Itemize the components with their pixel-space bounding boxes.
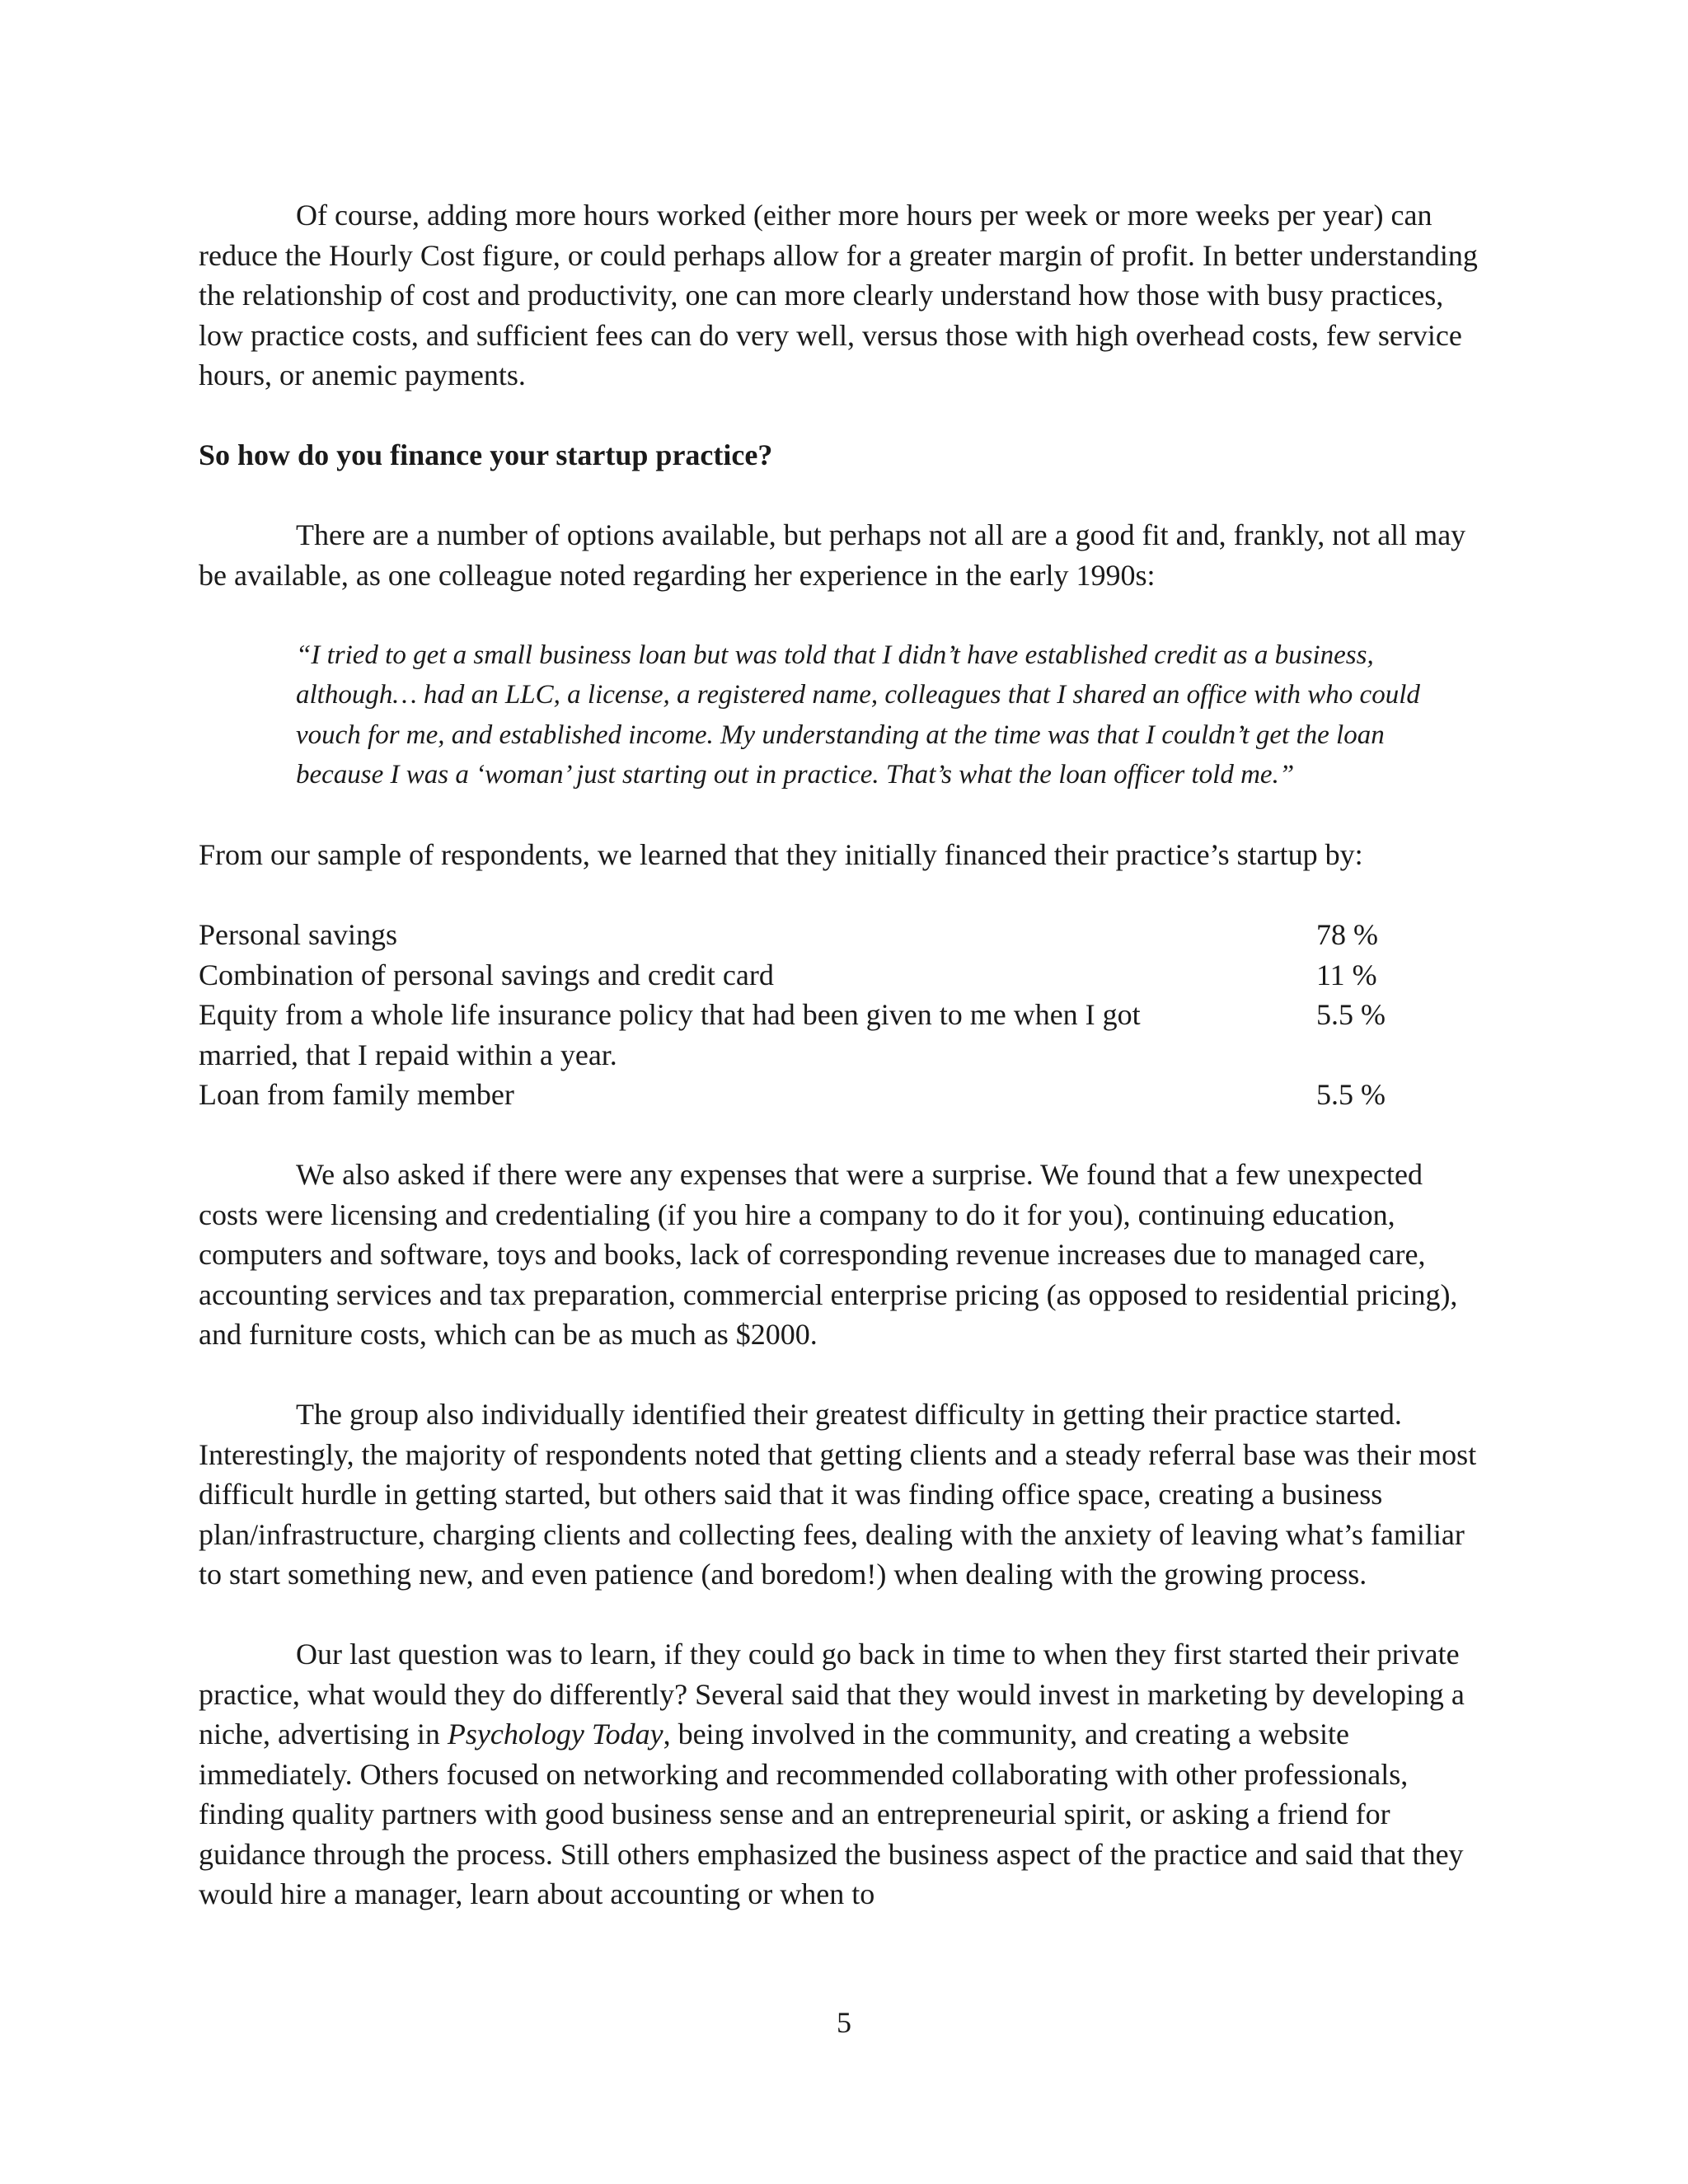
section-heading: So how do you finance your startup practice? — [199, 438, 773, 471]
financing-row — [199, 995, 1386, 1075]
paragraph-greatest-difficulty: The group also individually identified their greatest difficulty in getting their practice started. Interestingly, the majority of respondents noted that getting clients and a steady referral base was their most difficult hurdle in getting started, but others said that it was finding office space, creating a business plan/infrastructure, charging clients and collecting fees, dealing with the anxiety of leaving what’s familiar to start something new, and even patience (and boredom!) when dealing with the growing process. — [199, 1398, 1477, 1591]
financing-source: Combination of personal savings and credit card — [199, 958, 774, 991]
financing-percent: 11 % — [1316, 958, 1377, 991]
paragraph-do-differently — [199, 1634, 1484, 1915]
financing-percent: 5.5 % — [1316, 1078, 1386, 1111]
publication-title: Psychology Today — [447, 1718, 663, 1750]
paragraph-text: Our last question was to learn, if they could go back in time to when they first started their private practice, what would they do differently? Several said that they would invest in marketing by developing a niche, advertising in — [199, 1638, 1465, 1750]
financing-row — [199, 1075, 1386, 1115]
financing-table — [199, 915, 1386, 1115]
paragraph-text: , being involved in the community, and creating a website immediately. Others focused on networking and recommended collaborating with other professionals, finding quality partners with good business sense and an entrepreneurial spirit, or asking a friend for guidance through the process. Still others emphasized the business aspect of the practice and said that they would hire a manager, learn about accounting or when to — [199, 1718, 1464, 1910]
paragraph-surprise-expenses: We also asked if there were any expenses that were a surprise. We found that a few unexpected costs were licensing and credentialing (if you hire a company to do it for you), continuing education, computers and software, toys and books, lack of corresponding revenue increases due to managed care, accounting services and tax preparation, commercial enterprise pricing (as opposed to residential pricing), and furniture costs, which can be as much as $2000. — [199, 1158, 1458, 1351]
paragraph-lead-in: From our sample of respondents, we learned that they initially financed their practice’s startup by: — [199, 838, 1363, 871]
page-body — [199, 195, 1484, 1915]
colleague-quote: “I tried to get a small business loan but was told that I didn’t have established credit as a business, although… had an LLC, a license, a registered name, colleagues that I shared an office with who could vouch for me, and established income. My understanding at the time was that I couldn’t get the loan because I was a ‘woman’ just starting out in practice. That’s what the loan officer told me.” — [296, 640, 1420, 790]
page-number: 5 — [837, 2006, 851, 2039]
financing-percent: 78 % — [1316, 918, 1378, 951]
financing-source: Personal savings — [199, 918, 397, 951]
financing-source: Equity from a whole life insurance policy that had been given to me when I got married, that I repaid within a year. — [199, 998, 1141, 1071]
paragraph-hourly-cost: Of course, adding more hours worked (either more hours per week or more weeks per year) can reduce the Hourly Cost figure, or could perhaps allow for a greater margin of profit. In better understanding the relationship of cost and productivity, one can more clearly understand how those with busy practices, low practice costs, and sufficient fees can do very well, versus those with high overhead costs, few service hours, or anemic payments. — [199, 199, 1478, 391]
financing-source: Loan from family member — [199, 1078, 514, 1111]
financing-row — [199, 955, 1386, 996]
financing-percent: 5.5 % — [1316, 998, 1386, 1031]
paragraph-financing-options: There are a number of options available, but perhaps not all are a good fit and, frankly, not all may be available, as one colleague noted regarding her experience in the early 1990s: — [199, 518, 1466, 592]
financing-row — [199, 915, 1386, 955]
